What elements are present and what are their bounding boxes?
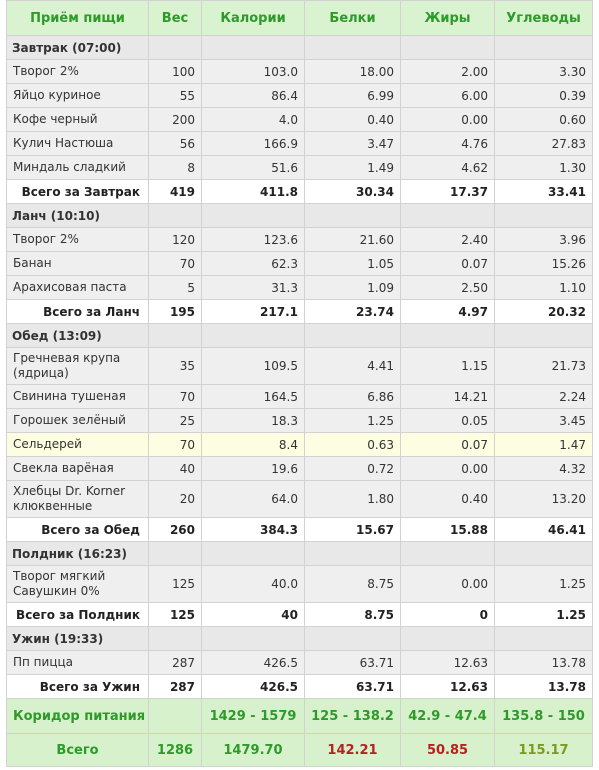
food-item-row[interactable] [7, 132, 593, 156]
meal-total-carbs: 20.32 [495, 300, 593, 324]
col-header-weight[interactable]: Вес [149, 1, 202, 36]
meal-header-empty-cell [495, 204, 593, 228]
meal-total-protein: 8.75 [305, 603, 401, 627]
meal-header-empty-cell [401, 204, 495, 228]
food-protein: 0.63 [305, 433, 401, 457]
food-weight: 200 [149, 108, 202, 132]
food-calories: 64.0 [202, 481, 305, 518]
meal-header-empty-cell [202, 542, 305, 566]
meal-total-calories: 426.5 [202, 675, 305, 699]
food-carbs: 13.78 [495, 651, 593, 675]
meal-total-row [7, 300, 593, 324]
food-fat: 2.00 [401, 60, 495, 84]
food-weight: 55 [149, 84, 202, 108]
meal-header-empty-cell [401, 324, 495, 348]
meal-total-row [7, 518, 593, 542]
food-fat: 2.40 [401, 228, 495, 252]
food-fat: 0.00 [401, 566, 495, 603]
food-item-row[interactable] [7, 60, 593, 84]
meal-total-weight: 419 [149, 180, 202, 204]
food-protein: 1.80 [305, 481, 401, 518]
meal-total-fat: 17.37 [401, 180, 495, 204]
food-carbs: 0.39 [495, 84, 593, 108]
food-calories: 109.5 [202, 348, 305, 385]
food-weight: 70 [149, 433, 202, 457]
food-protein: 6.86 [305, 385, 401, 409]
meal-total-protein: 15.67 [305, 518, 401, 542]
food-protein: 63.71 [305, 651, 401, 675]
food-carbs: 1.25 [495, 566, 593, 603]
food-name[interactable]: Горошек зелёный [7, 409, 149, 433]
nutrition-table [6, 0, 593, 767]
meal-total-fat: 15.88 [401, 518, 495, 542]
food-protein: 1.25 [305, 409, 401, 433]
food-calories: 166.9 [202, 132, 305, 156]
food-name[interactable]: Творог 2% [7, 228, 149, 252]
food-calories: 164.5 [202, 385, 305, 409]
food-calories: 31.3 [202, 276, 305, 300]
meal-header-row [7, 542, 593, 566]
meal-total-carbs: 1.25 [495, 603, 593, 627]
food-calories: 123.6 [202, 228, 305, 252]
food-carbs: 3.96 [495, 228, 593, 252]
food-name[interactable]: Творог 2% [7, 60, 149, 84]
col-header-protein[interactable]: Белки [305, 1, 401, 36]
meal-header-empty-cell [305, 204, 401, 228]
food-name[interactable]: Хлебцы Dr. Korner клюквенные [7, 481, 149, 518]
food-name[interactable]: Свекла варёная [7, 457, 149, 481]
food-protein: 3.47 [305, 132, 401, 156]
food-item-row[interactable] [7, 409, 593, 433]
meal-total-protein: 63.71 [305, 675, 401, 699]
food-name[interactable]: Миндаль сладкий [7, 156, 149, 180]
food-carbs: 1.10 [495, 276, 593, 300]
food-carbs: 27.83 [495, 132, 593, 156]
meal-total-carbs: 33.41 [495, 180, 593, 204]
food-weight: 5 [149, 276, 202, 300]
corridor-protein: 125 - 138.2 [305, 699, 401, 734]
col-header-carbs[interactable]: Углеводы [495, 1, 593, 36]
food-weight: 40 [149, 457, 202, 481]
food-weight: 125 [149, 566, 202, 603]
meal-total-protein: 23.74 [305, 300, 401, 324]
food-calories: 18.3 [202, 409, 305, 433]
meal-header-empty-cell [149, 627, 202, 651]
meal-title[interactable]: Ужин (19:33) [7, 627, 149, 651]
col-header-fat[interactable]: Жиры [401, 1, 495, 36]
food-protein: 4.41 [305, 348, 401, 385]
food-protein: 0.72 [305, 457, 401, 481]
meal-header-empty-cell [495, 542, 593, 566]
meal-header-empty-cell [202, 627, 305, 651]
food-weight: 287 [149, 651, 202, 675]
meal-title[interactable]: Полдник (16:23) [7, 542, 149, 566]
grand-total-calories: 1479.70 [202, 734, 305, 767]
food-fat: 4.62 [401, 156, 495, 180]
food-calories: 86.4 [202, 84, 305, 108]
food-carbs: 21.73 [495, 348, 593, 385]
meal-total-calories: 40 [202, 603, 305, 627]
food-protein: 1.09 [305, 276, 401, 300]
food-item-row[interactable] [7, 252, 593, 276]
meal-total-calories: 411.8 [202, 180, 305, 204]
meal-title[interactable]: Завтрак (07:00) [7, 36, 149, 60]
food-protein: 1.49 [305, 156, 401, 180]
col-header-calories[interactable]: Калории [202, 1, 305, 36]
meal-header-empty-cell [401, 627, 495, 651]
food-fat: 0.05 [401, 409, 495, 433]
food-carbs: 0.60 [495, 108, 593, 132]
meal-total-weight: 195 [149, 300, 202, 324]
food-protein: 18.00 [305, 60, 401, 84]
meal-total-row [7, 675, 593, 699]
meal-total-weight: 125 [149, 603, 202, 627]
corridor-weight [149, 699, 202, 734]
food-fat: 4.76 [401, 132, 495, 156]
food-item-row[interactable] [7, 566, 593, 603]
meal-header-empty-cell [202, 324, 305, 348]
meal-header-row [7, 204, 593, 228]
food-calories: 19.6 [202, 457, 305, 481]
meal-header-empty-cell [305, 627, 401, 651]
meal-total-label: Всего за Полдник [7, 603, 149, 627]
food-calories: 51.6 [202, 156, 305, 180]
food-protein: 6.99 [305, 84, 401, 108]
food-fat: 0.07 [401, 252, 495, 276]
food-name[interactable]: Пп пицца [7, 651, 149, 675]
meal-header-row [7, 324, 593, 348]
food-weight: 35 [149, 348, 202, 385]
food-calories: 103.0 [202, 60, 305, 84]
grand-total-label: Всего [7, 734, 149, 767]
food-item-row[interactable] [7, 228, 593, 252]
meal-total-calories: 384.3 [202, 518, 305, 542]
food-item-row[interactable] [7, 457, 593, 481]
grand-total-carbs: 115.17 [495, 734, 593, 767]
food-weight: 20 [149, 481, 202, 518]
food-carbs: 3.45 [495, 409, 593, 433]
meal-header-empty-cell [305, 324, 401, 348]
grand-total-fat: 50.85 [401, 734, 495, 767]
food-weight: 70 [149, 252, 202, 276]
food-weight: 56 [149, 132, 202, 156]
food-protein: 8.75 [305, 566, 401, 603]
meal-header-empty-cell [149, 204, 202, 228]
meal-title[interactable]: Обед (13:09) [7, 324, 149, 348]
meal-total-fat: 12.63 [401, 675, 495, 699]
meal-total-carbs: 46.41 [495, 518, 593, 542]
food-protein: 0.40 [305, 108, 401, 132]
food-fat: 0.40 [401, 481, 495, 518]
meal-title[interactable]: Ланч (10:10) [7, 204, 149, 228]
food-fat: 14.21 [401, 385, 495, 409]
nutrition-corridor-row [7, 699, 593, 734]
food-calories: 8.4 [202, 433, 305, 457]
food-item-row[interactable] [7, 84, 593, 108]
food-item-row[interactable] [7, 651, 593, 675]
corridor-fat: 42.9 - 47.4 [401, 699, 495, 734]
food-fat: 0.00 [401, 457, 495, 481]
meal-header-empty-cell [149, 542, 202, 566]
food-carbs: 15.26 [495, 252, 593, 276]
meal-header-empty-cell [149, 36, 202, 60]
food-item-row[interactable] [7, 481, 593, 518]
food-fat: 12.63 [401, 651, 495, 675]
meal-header-empty-cell [202, 204, 305, 228]
food-calories: 40.0 [202, 566, 305, 603]
grand-total-row [7, 734, 593, 767]
table-header [7, 1, 593, 36]
meal-header-empty-cell [149, 324, 202, 348]
meal-total-calories: 217.1 [202, 300, 305, 324]
food-name[interactable]: Банан [7, 252, 149, 276]
meal-total-label: Всего за Ланч [7, 300, 149, 324]
food-carbs: 4.32 [495, 457, 593, 481]
meal-total-label: Всего за Завтрак [7, 180, 149, 204]
food-carbs: 1.30 [495, 156, 593, 180]
meal-total-carbs: 13.78 [495, 675, 593, 699]
meal-total-weight: 260 [149, 518, 202, 542]
food-weight: 70 [149, 385, 202, 409]
corridor-carbs: 135.8 - 150 [495, 699, 593, 734]
meal-header-row [7, 627, 593, 651]
food-calories: 62.3 [202, 252, 305, 276]
meal-header-row [7, 36, 593, 60]
food-fat: 6.00 [401, 84, 495, 108]
food-item-row[interactable] [7, 433, 593, 457]
food-fat: 0.00 [401, 108, 495, 132]
food-fat: 0.07 [401, 433, 495, 457]
food-fat: 1.15 [401, 348, 495, 385]
meal-total-fat: 4.97 [401, 300, 495, 324]
meal-header-empty-cell [401, 36, 495, 60]
grand-total-protein: 142.21 [305, 734, 401, 767]
meal-header-empty-cell [495, 324, 593, 348]
food-name[interactable]: Творог мягкий Савушкин 0% [7, 566, 149, 603]
food-name[interactable]: Кофе черный [7, 108, 149, 132]
corridor-calories: 1429 - 1579 [202, 699, 305, 734]
food-weight: 25 [149, 409, 202, 433]
food-weight: 120 [149, 228, 202, 252]
meal-total-protein: 30.34 [305, 180, 401, 204]
food-item-row[interactable] [7, 385, 593, 409]
meal-header-empty-cell [495, 627, 593, 651]
table-body [7, 36, 593, 699]
meal-total-row [7, 603, 593, 627]
food-name[interactable]: Кулич Настюша [7, 132, 149, 156]
food-name[interactable]: Сельдерей [7, 433, 149, 457]
food-carbs: 2.24 [495, 385, 593, 409]
food-item-row[interactable] [7, 108, 593, 132]
grand-total-weight: 1286 [149, 734, 202, 767]
food-name[interactable]: Свинина тушеная [7, 385, 149, 409]
meal-total-row [7, 180, 593, 204]
col-header-meal[interactable]: Приём пищи [7, 1, 149, 36]
food-item-row[interactable] [7, 276, 593, 300]
food-carbs: 3.30 [495, 60, 593, 84]
food-weight: 100 [149, 60, 202, 84]
food-item-row[interactable] [7, 156, 593, 180]
food-name[interactable]: Арахисовая паста [7, 276, 149, 300]
meal-total-weight: 287 [149, 675, 202, 699]
food-carbs: 1.47 [495, 433, 593, 457]
food-carbs: 13.20 [495, 481, 593, 518]
food-name[interactable]: Гречневая крупа (ядрица) [7, 348, 149, 385]
meal-header-empty-cell [202, 36, 305, 60]
meal-total-label: Всего за Обед [7, 518, 149, 542]
corridor-label: Коридор питания [7, 699, 149, 734]
food-protein: 21.60 [305, 228, 401, 252]
food-calories: 4.0 [202, 108, 305, 132]
food-protein: 1.05 [305, 252, 401, 276]
meal-total-fat: 0 [401, 603, 495, 627]
meal-header-empty-cell [401, 542, 495, 566]
meal-header-empty-cell [495, 36, 593, 60]
meal-header-empty-cell [305, 542, 401, 566]
food-fat: 2.50 [401, 276, 495, 300]
food-name[interactable]: Яйцо куриное [7, 84, 149, 108]
food-weight: 8 [149, 156, 202, 180]
food-item-row[interactable] [7, 348, 593, 385]
food-calories: 426.5 [202, 651, 305, 675]
meal-header-empty-cell [305, 36, 401, 60]
meal-total-label: Всего за Ужин [7, 675, 149, 699]
